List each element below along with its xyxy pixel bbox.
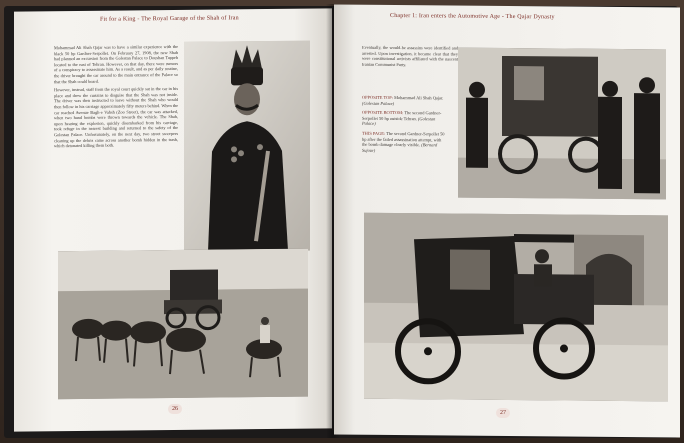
caption-credit: (Bernard Sujour) <box>362 142 438 153</box>
left-page-number: 26 <box>168 404 182 414</box>
right-page-number: 27 <box>496 408 510 418</box>
right-running-head: Chapter 1: Iran enters the Automotive Age - The Qajar Dynasty <box>390 12 555 21</box>
left-paragraph-2: However, instead, staff from the royal court quickly sat in the car in his place and drew the curtains to disguise that the Shah was not inside. The driver was then instructed to leave without the Shah who would then follow in his carriage approximately fifty meters behind. When the car reached Avenue Bagh-e Vahsh (Zoo Street), the car was attacked, when two hand bombs were thrown towards the vehicle. The Shah, upon hearing the explosion, quickly disembarked from his carriage, took refuge in the nearest building and returned to the safety of the Golestan Palace. Unfortunately, on the next day, two street sweepers cleaning up the debris came across another bomb hidden in the trash, which detonated killing them both. <box>54 86 178 149</box>
car-with-driver-photo <box>364 213 668 402</box>
damaged-car-men-photo <box>458 48 666 200</box>
left-body-text <box>54 44 178 152</box>
caption-credit: (Golestan Palace) <box>362 100 395 106</box>
caption-lead: THIS PAGE: <box>362 130 386 136</box>
left-page <box>14 8 332 431</box>
caption-opposite-top <box>362 95 446 107</box>
left-paragraph-1: Mohammad Ali Shah Qajar was to have a similar experience with the black 50 hp Gardner-Serpollet. On February 27, 1908, the new Shah had planned an excursion from the Golestan Palace to Doushan Tappeh located to the east of Tehran. However, on that day, there were rumors of a conspiracy to assassinate him. As a result, and as per daily routine, the driver brought the car around to the main entrance of the Palace so that the Shah could board. <box>54 43 178 84</box>
car-with-donkeys-photo <box>58 249 308 400</box>
caption-credit: (Golestan Palace) <box>362 116 436 127</box>
caption-opposite-bottom <box>362 110 446 128</box>
caption-text: Mohammad Ali Shah Qajar. <box>394 95 444 101</box>
caption-text: The second Gardner-Serpollet 50 hp after the failed assassination attempt, with the bomb damage clearly visible. <box>362 130 445 148</box>
shah-portrait-photo <box>184 41 310 252</box>
caption-lead: OPPOSITE BOTTOM: <box>362 109 404 116</box>
caption-text: The second Gardner-Serpollet 50 hp outside Tehran. <box>362 110 442 121</box>
caption-lead: OPPOSITE TOP: <box>362 94 393 101</box>
left-running-head: Fit for a King - The Royal Garage of the Shah of Iran <box>100 15 239 23</box>
caption-this-page <box>362 131 446 154</box>
right-body-text <box>362 45 458 71</box>
captions <box>362 95 446 154</box>
right-page <box>334 4 680 437</box>
right-paragraph: Eventually, the would-be assassins were identified and arrested. Upon investigation, it became clear that they were constitutional activists affiliated with the nascent Iranian Communist Party. <box>362 44 458 67</box>
